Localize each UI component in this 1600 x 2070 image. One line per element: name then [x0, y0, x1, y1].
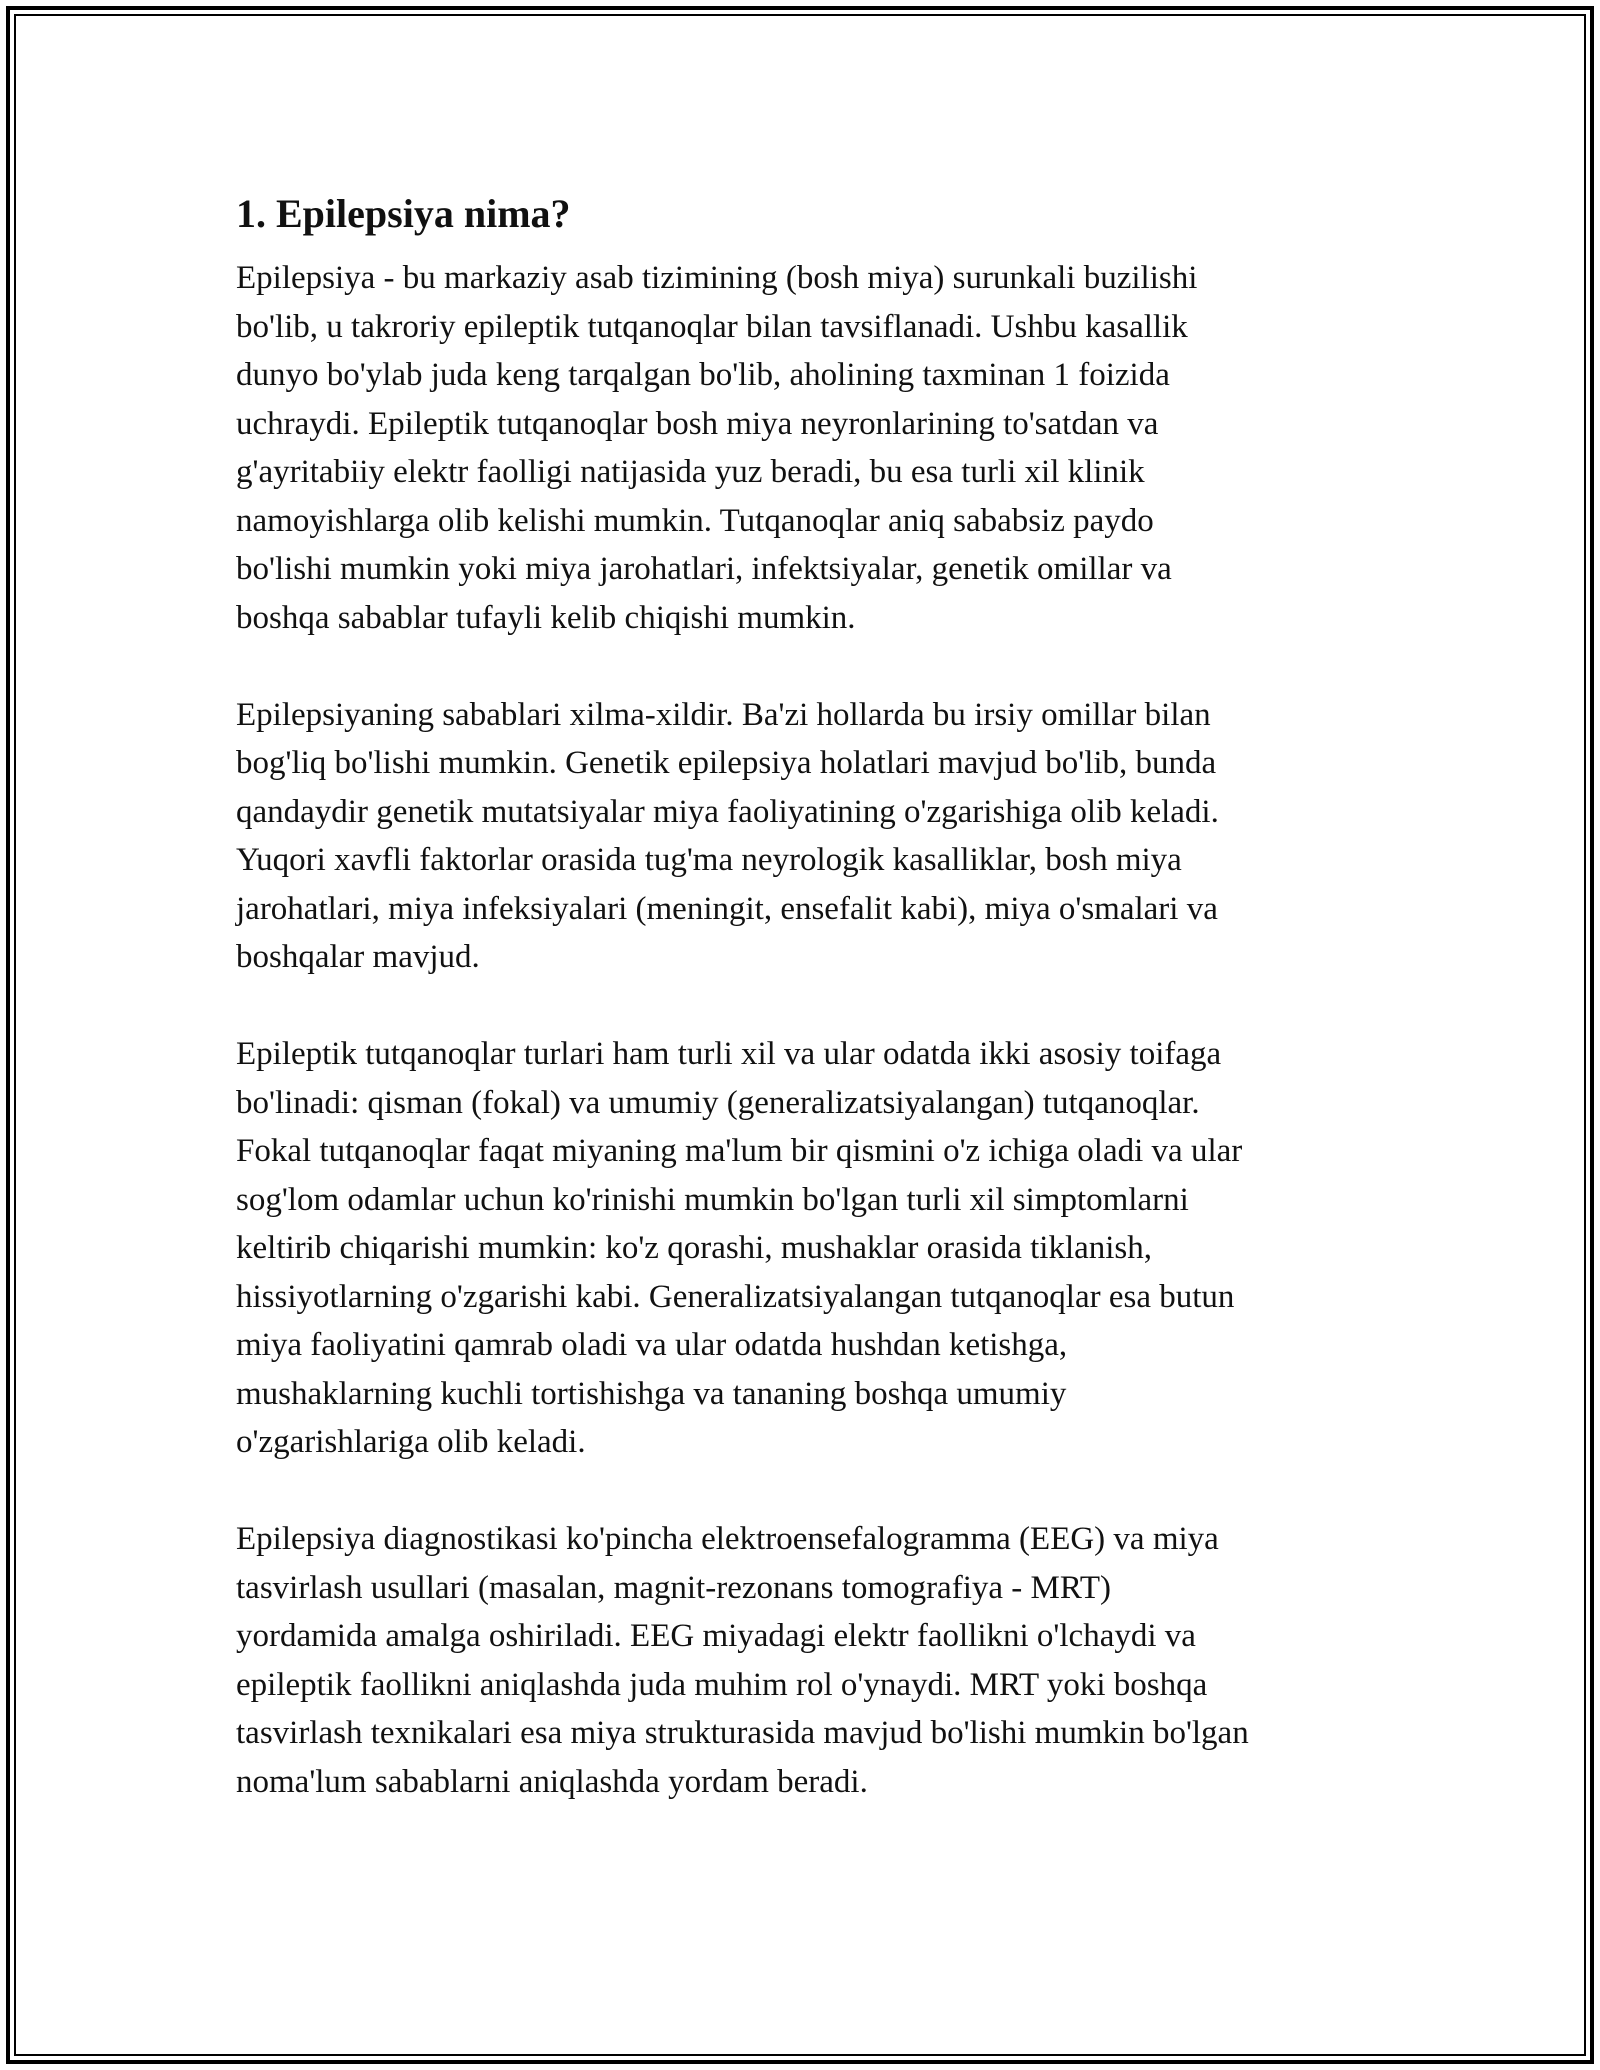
text-line: miya faoliyatini qamrab oladi va ular odatda hushdan ketishga, [236, 1327, 1068, 1363]
text-line: uchraydi. Epileptik tutqanoqlar bosh miya neyronlarining to'satdan va [236, 405, 1159, 442]
text-line: tasvirlash texnikalari esa miya strukturasida mavjud bo'lishi mumkin bo'lgan [236, 1715, 1249, 1751]
text-line: Epilepsiya - bu markaziy asab tizimining (bosh miya) surunkali buzilishi [236, 260, 1198, 296]
paragraph-seizure-types [236, 1030, 1376, 1467]
text-line: boshqa sabablar tufayli kelib chiqishi mumkin. [236, 599, 856, 636]
text-line: yordamida amalga oshiriladi. EEG miyadagi elektr faollikni o'lchaydi va [236, 1618, 1196, 1654]
text-line: dunyo bo'ylab juda keng tarqalgan bo'lib, aholining taxminan 1 foizida [236, 357, 1170, 393]
text-line: mushaklarning kuchli tortishishga va tananing boshqa umumiy [236, 1375, 1067, 1412]
text-line: boshqalar mavjud. [236, 939, 480, 975]
text-line: noma'lum sabablarni aniqlashda yordam beradi. [236, 1763, 868, 1800]
text-line: bog'liq bo'lishi mumkin. Genetik epilepsiya holatlari mavjud bo'lib, bunda [236, 745, 1217, 781]
text-line: Epileptik tutqanoqlar turlari ham turli xil va ular odatda ikki asosiy toifaga [236, 1036, 1222, 1072]
text-line: jarohatlari, miya infeksiyalari (meningit, ensefalit kabi), miya o'smalari va [236, 890, 1218, 927]
text-line: bo'linadi: qisman (fokal) va umumiy (generalizatsiyalangan) tutqanoqlar. [236, 1084, 1200, 1121]
text-line: hissiyotlarning o'zgarishi kabi. Generalizatsiyalangan tutqanoqlar esa butun [236, 1278, 1235, 1315]
page-title: 1. Epilepsiya nima? [236, 191, 571, 236]
text-line: namoyishlarga olib kelishi mumkin. Tutqanoqlar aniq sababsiz paydo [236, 502, 1154, 539]
text-line: o'zgarishlariga olib keladi. [236, 1424, 586, 1460]
text-line: bo'lib, u takroriy epileptik tutqanoqlar bilan tavsiflanadi. Ushbu kasallik [236, 308, 1188, 345]
text-line: g'ayritabiiy elektr faolligi natijasida yuz beradi, bu esa turli xil klinik [236, 454, 1145, 490]
text-line: epileptik faollikni aniqlashda juda muhim rol o'ynaydi. MRT yoki boshqa [236, 1666, 1208, 1703]
text-line: tasvirlash usullari (masalan, magnit-rezonans tomografiya - MRT) [236, 1569, 1112, 1606]
text-line: sog'lom odamlar uchun ko'rinishi mumkin bo'lgan turli xil simptomlarni [236, 1181, 1189, 1218]
text-line: Epilepsiyaning sabablari xilma-xildir. Ba'zi hollarda bu irsiy omillar bilan [236, 696, 1211, 733]
paragraph-causes [236, 691, 1376, 982]
paragraph-definition [236, 254, 1376, 642]
document-body [236, 184, 1376, 1855]
text-line: keltirib chiqarishi mumkin: ko'z qorashi, mushaklar orasida tiklanish, [236, 1230, 1153, 1266]
text-line: Yuqori xavfli faktorlar orasida tug'ma neyrologik kasalliklar, bosh miya [236, 842, 1182, 878]
text-line: bo'lishi mumkin yoki miya jarohatlari, infektsiyalar, genetik omillar va [236, 551, 1172, 587]
text-line: Epilepsiya diagnostikasi ko'pincha elektroensefalogramma (EEG) va miya [236, 1521, 1219, 1557]
text-line: Fokal tutqanoqlar faqat miyaning ma'lum bir qismini o'z ichiga oladi va ular [236, 1133, 1243, 1169]
paragraph-diagnostics [236, 1515, 1376, 1806]
text-line: qandaydir genetik mutatsiyalar miya faoliyatining o'zgarishiga olib keladi. [236, 793, 1219, 830]
